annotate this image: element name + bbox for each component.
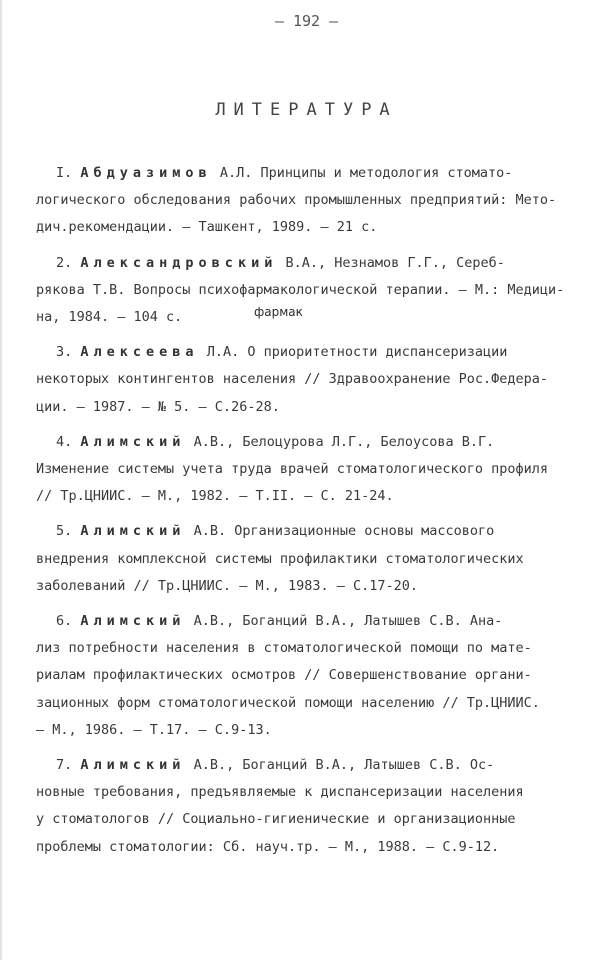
reference-text: А.В. Организационные основы массового [185, 523, 495, 540]
reference-line [36, 752, 576, 779]
reference-text: В.А., Незнамов Г.Г., Сереб- [277, 254, 505, 271]
reference-number: 6. [56, 613, 73, 630]
reference-line [36, 608, 576, 635]
reference-line [36, 779, 576, 806]
reference-text: логического обследования рабочих промышленных предприятий: Мето- [36, 192, 557, 209]
reference-text: внедрения комплексной системы профилактики стоматологических [36, 550, 524, 567]
reference-list [36, 160, 576, 869]
reference-item [36, 608, 576, 744]
reference-number: 3. [56, 344, 73, 361]
reference-text: А.В., Боганций В.А., Латышев С.В. Ос- [185, 757, 495, 774]
page-title: ЛИТЕРАТУРА [215, 100, 398, 120]
reference-item [36, 518, 576, 600]
reference-text: А.В., Белоцурова Л.Г., Белоусова В.Г. [185, 433, 495, 450]
reference-line [36, 518, 576, 545]
reference-text: проблемы стоматологии: Сб. науч.тр. – М., 1988. – С.9-12. [36, 838, 500, 855]
reference-number: 5. [56, 523, 73, 540]
reference-text: Л.А. О приоритетности диспансеризации [198, 344, 508, 361]
reference-number: 4. [56, 433, 73, 450]
reference-text: // Тр.ЦНИИС. – М., 1982. – Т.II. – С. 21-24. [36, 488, 394, 505]
reference-line [36, 806, 576, 833]
reference-text: лиз потребности населения в стоматологической помощи по мате- [36, 640, 532, 657]
reference-author: Алимский [80, 523, 186, 540]
reference-line [36, 304, 576, 331]
reference-line [36, 366, 576, 393]
reference-author: Алимский [80, 613, 186, 630]
reference-author: Алексеева [80, 344, 199, 361]
reference-author: Алимский [80, 757, 186, 774]
reference-text: некоторых контингентов населения // Здравоохранение Рос.Федера- [36, 371, 549, 388]
reference-text: на, 1984. – 104 с. [36, 309, 183, 326]
reference-text: Изменение системы учета труда врачей стоматологического профиля [36, 461, 549, 478]
reference-text: дич.рекомендации. – Ташкент, 1989. – 21 с. [36, 219, 378, 236]
reference-text: риалам профилактических осмотров // Совершенствование органи- [36, 667, 532, 684]
reference-text: новные требования, предъявляемые к диспансеризации населения [36, 784, 524, 801]
reference-text: зационных форм стоматологической помощи населению // Тр.ЦНИИС. [36, 694, 540, 711]
reference-line [36, 456, 576, 483]
reference-text: – М., 1986. – Т.17. – С.9-13. [36, 721, 272, 738]
reference-item [36, 339, 576, 421]
reference-author: Александровский [80, 254, 278, 271]
reference-line [36, 160, 576, 187]
scan-edge-shadow [0, 0, 3, 960]
reference-number: I. [56, 165, 73, 181]
reference-author: Абдуазимов [80, 165, 212, 181]
reference-line [36, 573, 576, 600]
reference-line [36, 250, 576, 277]
reference-line [36, 662, 576, 689]
reference-text: ции. – 1987. – № 5. – С.26-28. [36, 398, 280, 415]
reference-line [36, 546, 576, 573]
page-number: – 192 – [274, 12, 339, 30]
reference-line [36, 187, 576, 214]
reference-number: 7. [56, 757, 73, 774]
reference-text: А.В., Боганций В.А., Латышев С.В. Ана- [185, 613, 503, 630]
reference-line [36, 394, 576, 421]
reference-line [36, 717, 576, 744]
reference-text: у стоматологов // Социально-гигиенические и организационные [36, 811, 516, 828]
reference-number: 2. [56, 254, 73, 271]
reference-item [36, 160, 576, 242]
reference-line [36, 214, 576, 241]
reference-item [36, 752, 576, 861]
reference-text: заболеваний // Тр.ЦНИИС. – М., 1983. – С.17-20. [36, 577, 419, 594]
reference-line [36, 339, 576, 366]
reference-author: Алимский [80, 433, 186, 450]
reference-line [36, 690, 576, 717]
reference-line [36, 277, 576, 304]
reference-line [36, 429, 576, 456]
reference-item [36, 429, 576, 511]
reference-line [36, 635, 576, 662]
reference-line [36, 834, 576, 861]
reference-text: рякова Т.В. Вопросы психофармакологической терапии. – М.: Медици- [36, 281, 565, 298]
reference-line [36, 483, 576, 510]
stamp-overlay: фармак [254, 305, 303, 319]
reference-text: А.Л. Принципы и методология стомато- [211, 165, 513, 181]
reference-item [36, 250, 576, 332]
